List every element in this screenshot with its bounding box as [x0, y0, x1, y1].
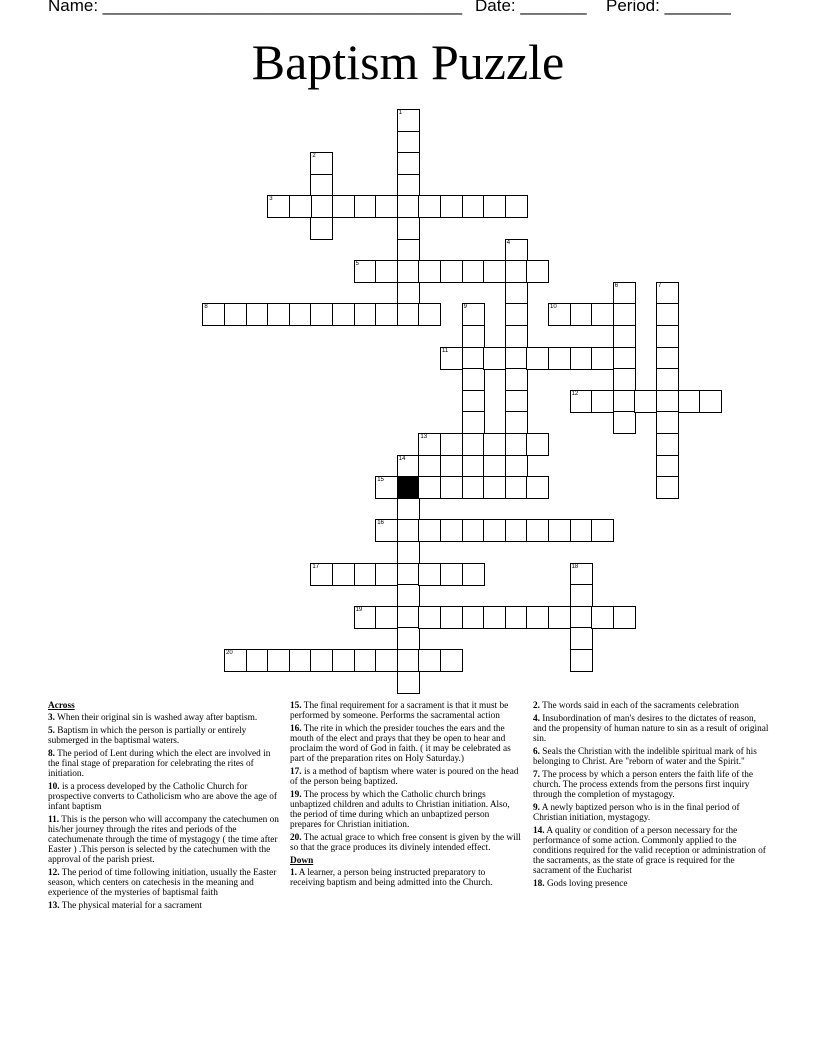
grid-cell[interactable] [526, 606, 549, 629]
grid-cell[interactable] [591, 519, 614, 542]
grid-cell[interactable] [375, 519, 398, 542]
grid-cell[interactable] [462, 260, 485, 283]
grid-cell[interactable] [397, 498, 420, 521]
clues-column-3 [533, 701, 769, 892]
grid-cell[interactable] [375, 606, 398, 629]
grid-cell[interactable] [397, 260, 420, 283]
grid-cell[interactable] [570, 519, 593, 542]
grid-cell[interactable] [246, 303, 269, 326]
grid-cell[interactable] [418, 476, 441, 499]
grid-cell[interactable] [462, 519, 485, 542]
grid-cell[interactable] [699, 390, 722, 413]
grid-cell[interactable] [505, 390, 528, 413]
clue: 13. The physical material for a sacrament [48, 901, 202, 911]
cell-number: 6 [614, 282, 619, 289]
grid-cell[interactable] [483, 433, 506, 456]
grid-cell[interactable] [656, 433, 679, 456]
grid-cell[interactable] [505, 411, 528, 434]
clue: 6. Seals the Christian with the indelible spiritual mark of his belonging to Christ. Are "reborn of water and the Spirit." [533, 747, 757, 767]
cell-number: 12 [571, 390, 579, 397]
grid-cell[interactable] [397, 584, 420, 607]
period-field[interactable]: Period: _______ [606, 0, 731, 15]
grid-cell[interactable] [548, 303, 571, 326]
grid-cell[interactable] [505, 260, 528, 283]
grid-cell[interactable] [354, 195, 377, 218]
grid-cell[interactable] [397, 541, 420, 564]
grid-cell[interactable] [613, 282, 636, 305]
grid-cell[interactable] [332, 195, 355, 218]
clue: 10. is a process developed by the Catholic Church for prospective converts to Catholicism who are above the age of infant baptism [48, 782, 277, 812]
cell-number: 7 [658, 282, 662, 289]
grid-cell[interactable] [570, 563, 593, 586]
grid-cell[interactable] [462, 433, 485, 456]
grid-cell[interactable] [656, 390, 679, 413]
cell-number: 8 [204, 304, 208, 311]
grid-cell[interactable] [613, 411, 636, 434]
clue: 16. The rite in which the presider touches the ears and the mouth of the elect and prays that they be open to hear and proclaim the word of God in faith. ( it may be celebrated as part of the preparation rites on Holy Saturday.) [290, 724, 511, 764]
grid-cell[interactable] [462, 325, 485, 348]
clue: 5. Baptism in which the person is partially or entirely submerged in the baptismal waters. [48, 726, 247, 746]
grid-cell[interactable] [202, 303, 225, 326]
cell-number: 1 [398, 110, 403, 116]
cell-number: 5 [355, 261, 359, 268]
grid-cell[interactable] [505, 325, 528, 348]
grid-cell[interactable] [397, 455, 420, 478]
clue-number: 20. [290, 833, 302, 843]
grid-cell[interactable] [462, 390, 485, 413]
grid-cell[interactable] [440, 563, 463, 586]
clue-number: 4. [533, 714, 540, 724]
grid-cell[interactable] [267, 303, 290, 326]
grid-cell[interactable] [440, 606, 463, 629]
grid-cell[interactable] [634, 390, 657, 413]
grid-cell[interactable] [224, 303, 247, 326]
cell-number: 16 [377, 520, 384, 527]
grid-cell[interactable] [483, 519, 506, 542]
grid-cell[interactable] [397, 174, 420, 197]
grid-cell[interactable] [526, 476, 549, 499]
date-field[interactable]: Date: _______ [475, 0, 587, 15]
grid-cell[interactable] [570, 649, 593, 672]
grid-cell[interactable] [418, 303, 441, 326]
grid-cell[interactable] [310, 152, 333, 175]
grid-cell[interactable] [570, 584, 593, 607]
clue: 7. The process by which a person enters the faith life of the church. The process extends from the persons first inquiry through the completion of mystagogy. [533, 770, 754, 800]
clue-number: 1. [290, 868, 297, 878]
grid-cell[interactable] [462, 303, 485, 326]
grid-cell[interactable] [656, 325, 679, 348]
grid-cell[interactable] [310, 649, 333, 672]
grid-cell[interactable] [462, 606, 485, 629]
grid-cell[interactable] [440, 455, 463, 478]
grid-cell[interactable] [440, 519, 463, 542]
grid-cell[interactable] [591, 347, 614, 370]
grid-cell[interactable] [397, 519, 420, 542]
grid-cell[interactable] [440, 260, 463, 283]
grid-cell[interactable] [462, 368, 485, 391]
cell-number: 11 [442, 347, 449, 354]
clue: 18. Gods loving presence [533, 879, 628, 889]
clue: 20. The actual grace to which free consent is given by the will so that the grace produces its divinely intended effect. [290, 833, 521, 853]
clue-number: 18. [533, 879, 545, 889]
grid-cell[interactable] [354, 303, 377, 326]
clue-number: 12. [48, 868, 60, 878]
clue: 17. is a method of baptism where water is poured on the head of the person being baptized. [290, 767, 519, 787]
grid-cell[interactable] [310, 217, 333, 240]
grid-cell[interactable] [483, 347, 506, 370]
grid-cell[interactable] [570, 303, 593, 326]
grid-cell[interactable] [397, 563, 420, 586]
grid-cell[interactable] [656, 368, 679, 391]
grid-cell[interactable] [354, 563, 377, 586]
grid-cell[interactable] [591, 390, 614, 413]
grid-cell[interactable] [267, 195, 290, 218]
grid-cell[interactable] [505, 476, 528, 499]
grid-cell[interactable] [505, 239, 528, 262]
grid-cell[interactable] [397, 627, 420, 650]
black-cell [397, 476, 420, 499]
clues-column-1 [48, 701, 282, 914]
grid-cell[interactable] [440, 649, 463, 672]
clue-number: 10. [48, 782, 60, 792]
grid-cell[interactable] [526, 260, 549, 283]
grid-cell[interactable] [397, 239, 420, 262]
clue-number: 8. [48, 749, 55, 759]
grid-cell[interactable] [397, 131, 420, 154]
clue: 11. This is the person who will accompany the catechumen on his/her journey through the rites and periods of the catechumenate through the time of mystagogy ( the time after Easter ) .This person is selected by the catechumen with the approval of the parish priest. [48, 815, 279, 865]
clues-column-2 [290, 701, 522, 891]
cell-number: 13 [420, 434, 428, 440]
grid-cell[interactable] [483, 606, 506, 629]
grid-cell[interactable] [397, 303, 420, 326]
clue-section-heading: Across [48, 701, 75, 711]
grid-cell[interactable] [505, 282, 528, 305]
clue-number: 6. [533, 747, 540, 757]
grid-cell[interactable] [289, 303, 312, 326]
grid-cell[interactable] [418, 606, 441, 629]
grid-cell[interactable] [397, 282, 420, 305]
grid-cell[interactable] [310, 303, 333, 326]
clue: 15. The final requirement for a sacrament is that it must be performed by someone. Performs the sacramental action [290, 701, 509, 721]
clue: 19. The process by which the Catholic church brings unbaptized children and adults to Christian initiation. Also, the period of time during which an unbaptized person prepares for Christian initiation. [290, 790, 510, 830]
clue-number: 14. [533, 826, 545, 836]
clue-number: 2. [533, 701, 540, 711]
clue-number: 11. [48, 815, 60, 825]
grid-cell[interactable] [418, 260, 441, 283]
clue-number: 13. [48, 901, 60, 911]
grid-cell[interactable] [462, 455, 485, 478]
grid-cell[interactable] [418, 455, 441, 478]
grid-cell[interactable] [267, 649, 290, 672]
grid-cell[interactable] [375, 303, 398, 326]
grid-cell[interactable] [462, 563, 485, 586]
grid-cell[interactable] [375, 195, 398, 218]
grid-cell[interactable] [418, 195, 441, 218]
grid-cell[interactable] [570, 347, 593, 370]
grid-cell[interactable] [656, 455, 679, 478]
grid-cell[interactable] [656, 347, 679, 370]
grid-cell[interactable] [678, 390, 701, 413]
grid-cell[interactable] [462, 347, 485, 370]
grid-cell[interactable] [354, 649, 377, 672]
clue-number: 5. [48, 726, 55, 736]
grid-cell[interactable] [505, 347, 528, 370]
grid-cell[interactable] [397, 152, 420, 175]
grid-cell[interactable] [483, 476, 506, 499]
grid-cell[interactable] [354, 260, 377, 283]
cell-number: 17 [312, 563, 320, 570]
grid-cell[interactable] [375, 649, 398, 672]
grid-cell[interactable] [613, 390, 636, 413]
cell-number: 15 [377, 477, 384, 484]
grid-cell[interactable] [505, 303, 528, 326]
grid-cell[interactable] [397, 649, 420, 672]
grid-cell[interactable] [440, 433, 463, 456]
grid-cell[interactable] [613, 606, 636, 629]
clue-section-heading: Down [290, 856, 314, 866]
cell-number: 4 [506, 239, 511, 246]
cell-number: 2 [312, 153, 316, 160]
grid-cell[interactable] [289, 649, 312, 672]
grid-cell[interactable] [526, 519, 549, 542]
grid-cell[interactable] [505, 195, 528, 218]
grid-cell[interactable] [613, 303, 636, 326]
cell-number: 10 [550, 304, 557, 311]
grid-cell[interactable] [505, 368, 528, 391]
grid-cell[interactable] [505, 606, 528, 629]
grid-cell[interactable] [656, 411, 679, 434]
grid-cell[interactable] [483, 260, 506, 283]
grid-cell[interactable] [310, 563, 333, 586]
grid-cell[interactable] [526, 433, 549, 456]
grid-cell[interactable] [505, 455, 528, 478]
grid-cell[interactable] [505, 519, 528, 542]
grid-cell[interactable] [548, 606, 571, 629]
grid-cell[interactable] [375, 260, 398, 283]
grid-cell[interactable] [440, 347, 463, 370]
clue: 3. When their original sin is washed away after baptism. [48, 713, 258, 723]
grid-cell[interactable] [289, 195, 312, 218]
clue-number: 9. [533, 803, 540, 813]
cell-number: 14 [398, 455, 406, 462]
grid-cell[interactable] [505, 433, 528, 456]
grid-cell[interactable] [462, 411, 485, 434]
grid-cell[interactable] [375, 563, 398, 586]
grid-cell[interactable] [570, 606, 593, 629]
grid-cell[interactable] [656, 476, 679, 499]
grid-cell[interactable] [332, 303, 355, 326]
grid-cell[interactable] [246, 649, 269, 672]
grid-cell[interactable] [418, 649, 441, 672]
grid-cell[interactable] [418, 519, 441, 542]
grid-cell[interactable] [591, 303, 614, 326]
name-field[interactable]: Name: ______________________________________ [48, 0, 463, 15]
grid-cell[interactable] [570, 390, 593, 413]
grid-cell[interactable] [656, 282, 679, 305]
clue-number: 19. [290, 790, 302, 800]
clue-number: 3. [48, 713, 55, 723]
grid-cell[interactable] [332, 649, 355, 672]
clue: 4. Insubordination of man's desires to the dictates of reason, and the propensity of human nature to sin as a result of original sin. [533, 714, 769, 744]
grid-cell[interactable] [397, 217, 420, 240]
grid-cell[interactable] [418, 433, 441, 456]
grid-cell[interactable] [310, 195, 333, 218]
cell-number: 3 [269, 196, 273, 203]
grid-cell[interactable] [224, 649, 247, 672]
grid-cell[interactable] [462, 476, 485, 499]
grid-cell[interactable] [483, 455, 506, 478]
cell-number: 9 [463, 304, 467, 311]
grid-cell[interactable] [548, 347, 571, 370]
grid-cell[interactable] [354, 606, 377, 629]
grid-cell[interactable] [440, 476, 463, 499]
grid-cell[interactable] [591, 606, 614, 629]
cell-number: 20 [226, 650, 233, 656]
grid-cell[interactable] [656, 303, 679, 326]
grid-cell[interactable] [397, 109, 420, 132]
grid-cell[interactable] [462, 195, 485, 218]
cell-number: 19 [355, 606, 363, 613]
clue: 9. A newly baptized person who is in the final period of Christian initiation, mystagogy. [533, 803, 740, 823]
grid-cell[interactable] [310, 174, 333, 197]
grid-cell[interactable] [548, 519, 571, 542]
grid-cell[interactable] [332, 563, 355, 586]
grid-cell[interactable] [613, 347, 636, 370]
page-title: Baptism Puzzle [251, 34, 565, 90]
grid-cell[interactable] [397, 671, 420, 694]
clue: 2. The words said in each of the sacraments celebration [533, 701, 739, 711]
cell-number: 18 [571, 563, 579, 570]
clue-number: 16. [290, 724, 302, 734]
clue: 12. The period of time following initiation, usually the Easter season, which centers on catechesis in the meaning and experience of the mysteries of baptismal faith [48, 868, 277, 898]
clue: 14. A quality or condition of a person necessary for the performance of some action. Commonly applied to the conditions required for the valid reception or administration of the sacraments, as the state of grace is required for the sacrament of the Eucharist [533, 826, 766, 876]
grid-cell[interactable] [613, 325, 636, 348]
grid-cell[interactable] [570, 627, 593, 650]
clue-number: 15. [290, 701, 302, 711]
grid-cell[interactable] [375, 476, 398, 499]
grid-cell[interactable] [440, 195, 463, 218]
grid-cell[interactable] [613, 368, 636, 391]
clue: 8. The period of Lent during which the elect are involved in the final stage of preparation for celebrating the rites of initiation. [48, 749, 271, 779]
grid-cell[interactable] [483, 195, 506, 218]
grid-cell[interactable] [418, 563, 441, 586]
clue: 1. A learner, a person being instructed preparatory to receiving baptism and being admitted into the Church. [290, 868, 493, 888]
clue-number: 7. [533, 770, 540, 780]
grid-cell[interactable] [526, 347, 549, 370]
clue-number: 17. [290, 767, 302, 777]
grid-cell[interactable] [397, 606, 420, 629]
grid-cell[interactable] [397, 195, 420, 218]
